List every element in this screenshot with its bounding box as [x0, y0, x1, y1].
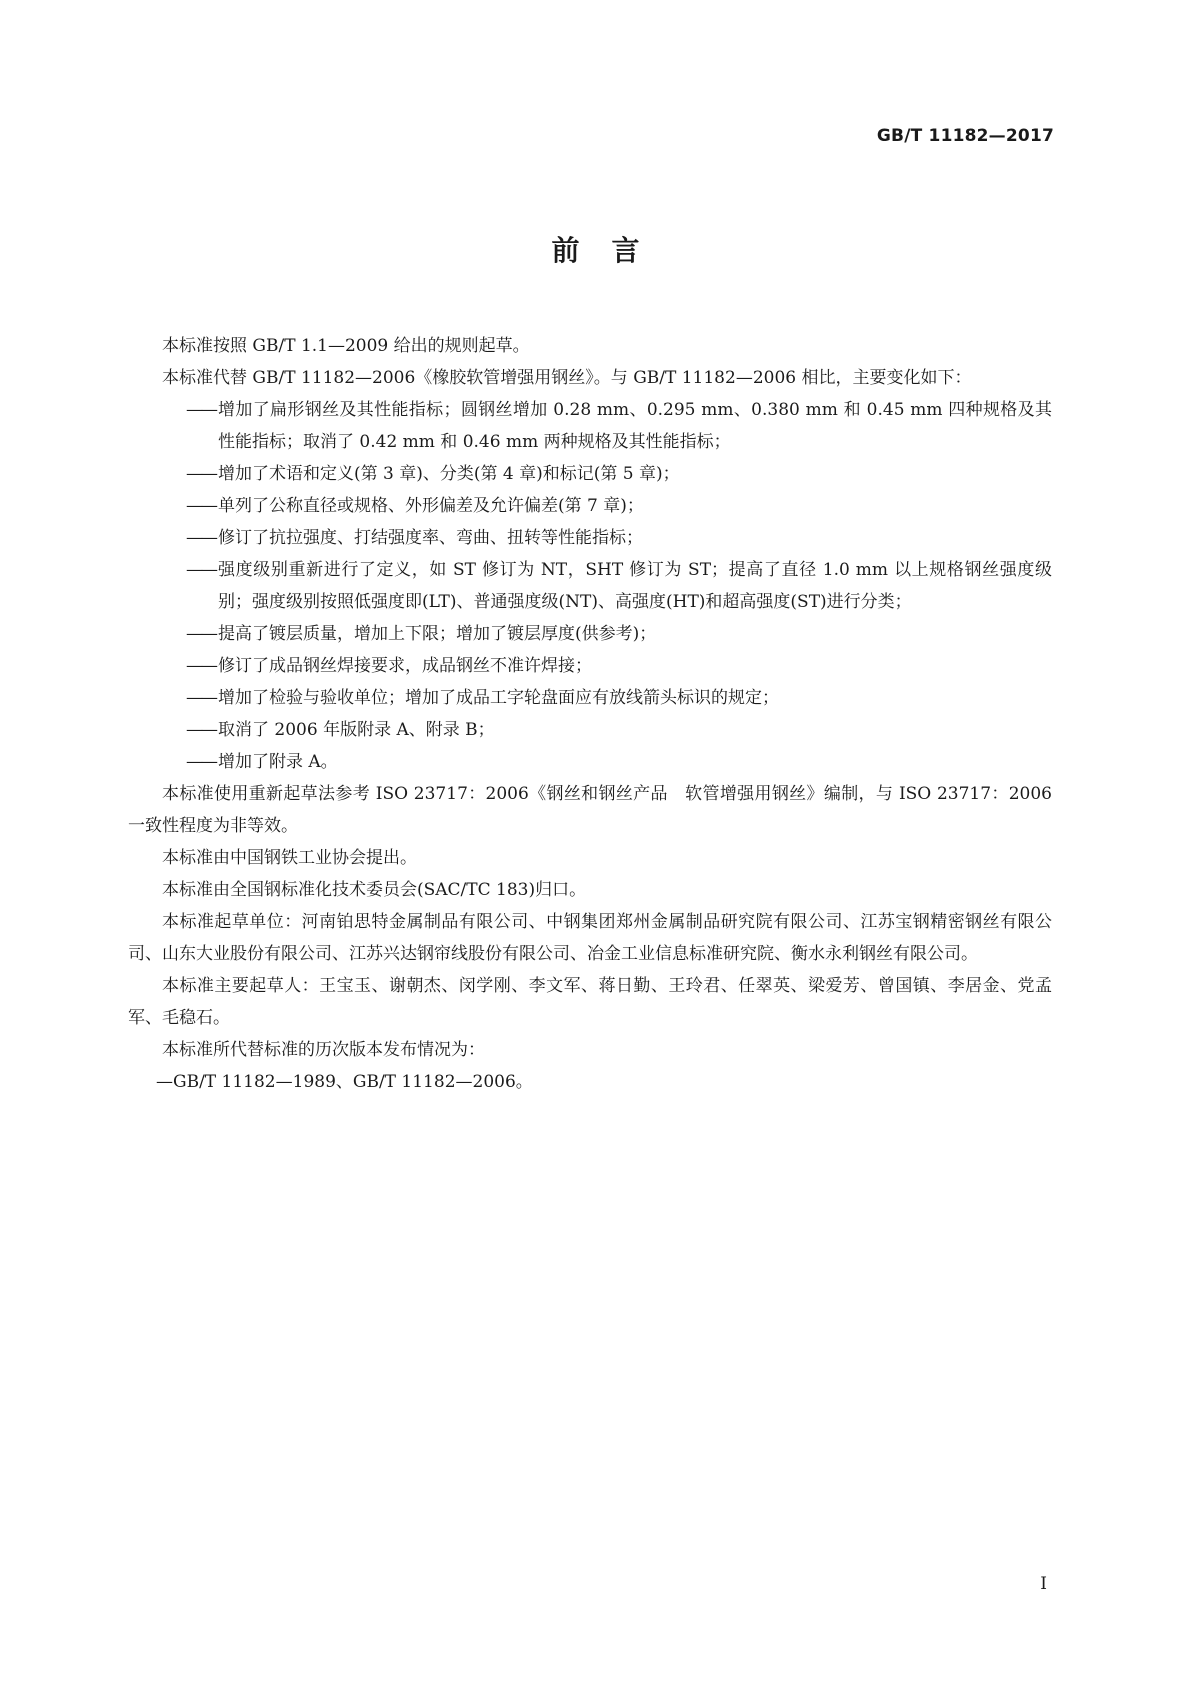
- change-item-text: 单列了公称直径或规格、外形偏差及允许偏差(第 7 章)；: [218, 496, 644, 516]
- change-item-text: 增加了检验与验收单位；增加了成品工字轮盘面应有放线箭头标识的规定；: [218, 688, 779, 708]
- paragraph-drafting-rules: 本标准按照 GB/T 1.1—2009 给出的规则起草。: [162, 336, 530, 356]
- change-item: [128, 458, 1052, 490]
- dash-marker: ——: [186, 624, 216, 644]
- change-item-text: 增加了扁形钢丝及其性能指标；圆钢丝增加 0.28 mm、0.295 mm、0.380 mm 和 0.45 mm 四种规格及其性能指标；取消了 0.42 mm 和 0.46 mm 两种规格及其性能指标；: [218, 400, 1052, 452]
- change-item: [128, 618, 1052, 650]
- change-item-text: 提高了镀层质量，增加上下限；增加了镀层厚度(供参考)；: [218, 624, 657, 644]
- paragraph-drafters: 本标准主要起草人：王宝玉、谢朝杰、闵学刚、李文军、蒋日勤、王玲君、任翠英、梁爱芳、曾国镇、李居金、党孟军、毛稳石。: [128, 976, 1052, 1028]
- change-item-text: 修订了成品钢丝焊接要求，成品钢丝不准许焊接；: [218, 656, 592, 676]
- page-number: I: [1040, 1574, 1047, 1594]
- dash-marker: ——: [186, 560, 216, 580]
- change-item: [128, 714, 1052, 746]
- change-item: [128, 394, 1052, 458]
- change-item: [128, 650, 1052, 682]
- change-item-text: 取消了 2006 年版附录 A、附录 B；: [218, 720, 495, 740]
- foreword-body: [128, 330, 1052, 1098]
- paragraph-centralized-by: 本标准由全国钢标准化技术委员会(SAC/TC 183)归口。: [162, 880, 587, 900]
- dash-marker: ——: [186, 496, 216, 516]
- paragraph-previous-editions: 本标准所代替标准的历次版本发布情况为：: [162, 1040, 485, 1060]
- dash-marker: ——: [186, 528, 216, 548]
- dash-marker: ——: [186, 464, 216, 484]
- page-title: 前言: [551, 234, 672, 267]
- change-item: [128, 522, 1052, 554]
- change-item-text: 修订了抗拉强度、打结强度率、弯曲、扭转等性能指标；: [218, 528, 643, 548]
- previous-editions-list: —GB/T 11182—1989、GB/T 11182—2006。: [156, 1072, 533, 1092]
- dash-marker: ——: [186, 400, 216, 420]
- dash-marker: ——: [186, 720, 216, 740]
- paragraph-replaces-standard: 本标准代替 GB/T 11182—2006《橡胶软管增强用钢丝》。与 GB/T 11182—2006 相比，主要变化如下：: [162, 368, 972, 388]
- paragraph-drafting-units: 本标准起草单位：河南铂思特金属制品有限公司、中钢集团郑州金属制品研究院有限公司、江苏宝钢精密钢丝有限公司、山东大业股份有限公司、江苏兴达钢帘线股份有限公司、冶金工业信息标准研究院、衡水永利钢丝有限公司。: [128, 912, 1052, 964]
- standard-code-header: GB/T 11182—2017: [876, 126, 1054, 146]
- change-item: [128, 554, 1052, 618]
- dash-marker: ——: [186, 656, 216, 676]
- paragraph-iso-reference: 本标准使用重新起草法参考 ISO 23717：2006《钢丝和钢丝产品 软管增强用钢丝》编制，与 ISO 23717：2006 一致性程度为非等效。: [128, 784, 1052, 836]
- change-item: [128, 490, 1052, 522]
- change-item-text: 强度级别重新进行了定义，如 ST 修订为 NT，SHT 修订为 ST；提高了直径 1.0 mm 以上规格钢丝强度级别；强度级别按照低强度即(LT)、普通强度级(NT)、高强度(HT)和超高强度(ST)进行分类；: [218, 560, 1052, 612]
- dash-marker: ——: [186, 752, 216, 772]
- change-item-text: 增加了术语和定义(第 3 章)、分类(第 4 章)和标记(第 5 章)；: [218, 464, 680, 484]
- change-item-text: 增加了附录 A。: [218, 752, 338, 772]
- change-item: [128, 746, 1052, 778]
- paragraph-proposed-by: 本标准由中国钢铁工业协会提出。: [162, 848, 417, 868]
- dash-marker: ——: [186, 688, 216, 708]
- changes-list: [128, 394, 1052, 778]
- change-item: [128, 682, 1052, 714]
